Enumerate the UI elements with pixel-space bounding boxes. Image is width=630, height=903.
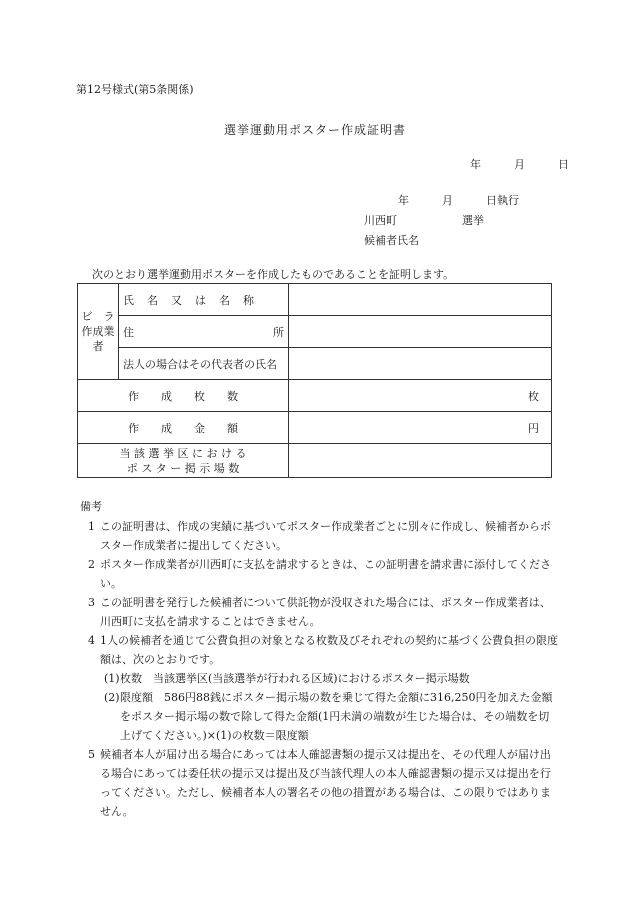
amount-label: 作 成 金 額	[128, 421, 238, 435]
remarks-list	[80, 517, 558, 821]
maker-label-line2: 作成業者	[81, 325, 115, 353]
representative-field[interactable]	[289, 348, 552, 380]
issue-date	[470, 156, 569, 172]
election-name	[364, 212, 484, 228]
date-day: 日	[558, 158, 569, 171]
maker-label-cell	[78, 284, 119, 380]
amount-row	[78, 412, 552, 444]
remark-text: この証明書は、作成の実績に基づいてポスター作成業者ごとに別々に作成し、候補者からポスター作成業者に提出してください。	[100, 520, 551, 552]
name-label: 氏 名 又 は 名 称	[123, 293, 255, 307]
name-label-cell	[119, 284, 289, 316]
amount-unit: 円	[528, 421, 539, 435]
election-town: 川西町	[364, 214, 397, 227]
execution-date	[398, 192, 519, 208]
intro-statement: 次のとおり選挙運動用ポスターを作成したものであることを証明します。	[92, 268, 455, 281]
remarks-heading: 備考	[80, 500, 102, 513]
document-title: 選挙運動用ポスター作成証明書	[223, 123, 406, 137]
rep-label-cell	[119, 348, 289, 380]
maker-name-field[interactable]	[289, 284, 552, 316]
count-row	[78, 380, 552, 412]
remark-item	[80, 631, 558, 669]
remark-item	[80, 745, 558, 821]
places-label-line2: ポ ス タ ー 掲 示 場 数	[126, 461, 240, 475]
address-label-cell	[119, 316, 289, 348]
maker-name-row	[78, 284, 552, 316]
places-row	[78, 444, 552, 478]
remark-number: 1	[88, 520, 95, 533]
remark-subitem	[80, 669, 558, 688]
maker-address-field[interactable]	[289, 316, 552, 348]
remark-text: 1人の候補者を通じて公費負担の対象となる枚数及びそれぞれの契約に基づく公費負担の限度額は、次のとおりです。	[100, 634, 558, 666]
exec-day: 日執行	[486, 194, 519, 207]
count-label-cell	[78, 380, 289, 412]
places-field[interactable]	[289, 444, 552, 478]
remark-number: 3	[88, 596, 95, 609]
address-label-left: 住	[123, 325, 134, 339]
representative-row	[78, 348, 552, 380]
count-unit: 枚	[528, 389, 539, 403]
remark-number: 2	[88, 558, 95, 571]
places-label-cell	[78, 444, 289, 478]
amount-field[interactable]	[289, 412, 552, 444]
exec-month: 月	[442, 194, 453, 207]
candidate-name-label: 候補者氏名	[364, 234, 419, 247]
certificate-table	[77, 283, 552, 478]
remark-number: 4	[88, 634, 95, 647]
subitem-number: (2)	[104, 691, 120, 704]
remark-item	[80, 555, 558, 593]
amount-label-cell	[78, 412, 289, 444]
date-year: 年	[470, 158, 481, 171]
address-label-right: 所	[273, 325, 284, 339]
remark-item	[80, 593, 558, 631]
subitem-text: 枚数 当該選挙区(当該選挙が行われる区域)におけるポスター掲示場数	[120, 672, 470, 685]
election-label: 選挙	[462, 214, 484, 227]
exec-year: 年	[398, 194, 409, 207]
remark-number: 5	[88, 748, 95, 761]
remark-item	[80, 517, 558, 555]
rep-label: 法人の場合はその代表者の氏名	[123, 357, 277, 371]
subitem-text: 限度額 586円88銭にポスター掲示場の数を乗じて得た金額に316,250円を加えた金額をポスター掲示場の数で除して得た金額(1円未満の端数が生じた場合は、その端数を切上げてください。)×(1)の枚数＝限度額	[120, 691, 553, 742]
remark-text: 候補者本人が届け出る場合にあっては本人確認書類の提示又は提出を、その代理人が届け出る場合にあっては委任状の提示又は提出及び当該代理人の本人確認書類の提示又は提出を行ってください。ただし、候補者本人の署名その他の措置がある場合は、この限りではありません。	[100, 748, 551, 818]
count-label: 作 成 枚 数	[128, 389, 238, 403]
date-month: 月	[514, 158, 525, 171]
subitem-number: (1)	[104, 672, 120, 685]
remark-subitem	[80, 688, 558, 745]
remark-text: ポスター作成業者が川西町に支払を請求するときは、この証明書を請求書に添付してください。	[100, 558, 551, 590]
maker-address-row	[78, 316, 552, 348]
count-field[interactable]	[289, 380, 552, 412]
places-label-line1: 当 該 選 挙 区 に お け る	[119, 446, 247, 460]
remark-text: この証明書を発行した候補者について供託物が没収された場合には、ポスター作成業者は、川西町に支払を請求することはできません。	[100, 596, 551, 628]
form-number: 第12号様式(第5条関係)	[76, 83, 194, 96]
maker-label-line1: ビ ラ	[81, 310, 115, 323]
